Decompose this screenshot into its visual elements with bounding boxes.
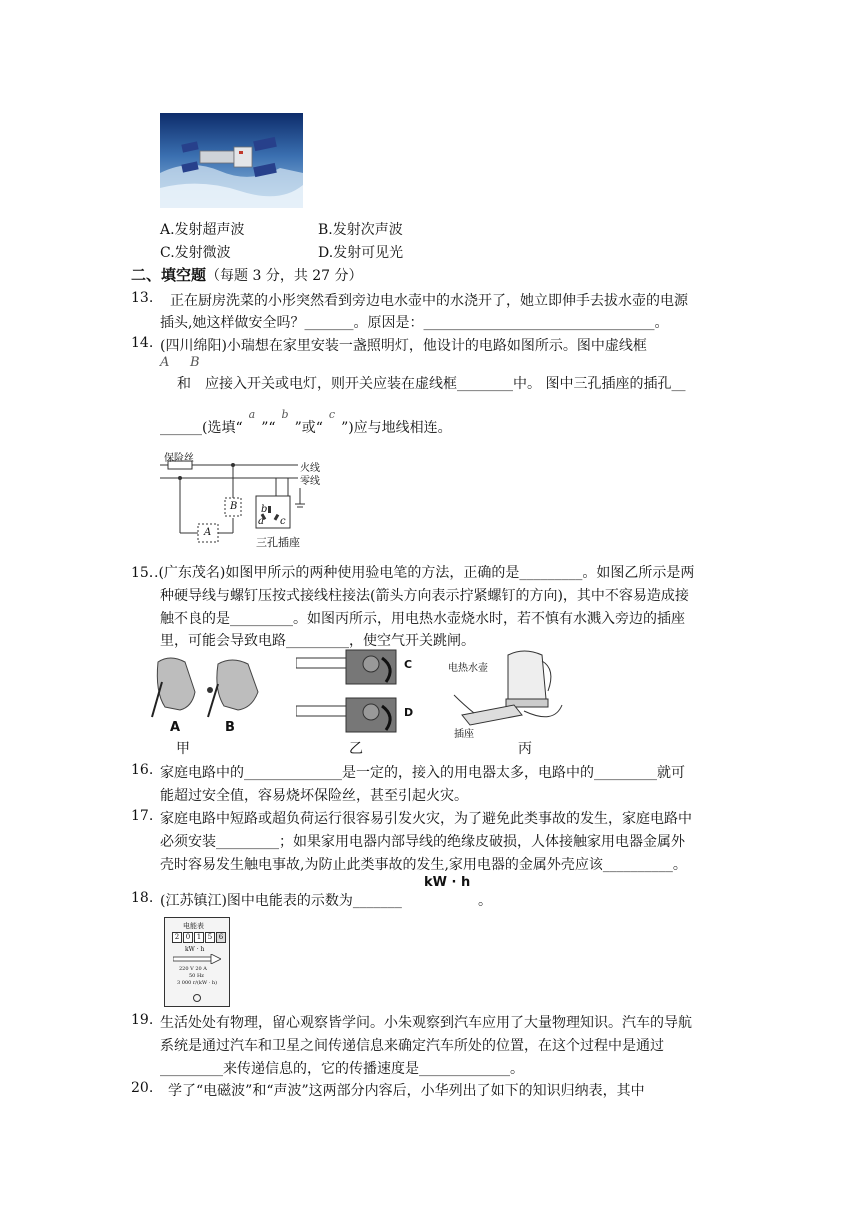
q13-number: 13. <box>131 290 154 306</box>
meter-digits <box>172 932 226 943</box>
q20-line1: 学了“电磁波”和“声波”这两部分内容后，小华列出了如下的知识归纳表，其中 <box>168 1083 645 1099</box>
q14-symbol-c: c <box>328 408 336 421</box>
option-c: C.发射微波 <box>160 245 231 261</box>
neutral-wire-label: 零线 <box>300 476 320 487</box>
hole-a-label: a <box>258 516 264 527</box>
meter-spec1: 220 V 20 A <box>179 966 207 972</box>
q14-line3-part3: ”或“ <box>294 420 323 436</box>
caption-jia: 甲 <box>176 741 190 757</box>
section-title: 二、填空题 <box>131 266 207 284</box>
q13-line1: 正在厨房洗菜的小彤突然看到旁边电水壶中的水浇开了，她立即伸手去拔水壶的电源 <box>170 293 688 309</box>
q15-line1: .(广东茂名)如图甲所示的两种使用验电笔的方法，正确的是_________。如图乙所示是两 <box>154 565 695 581</box>
q14-label-b: B <box>190 355 200 370</box>
meter-arrow <box>173 954 221 964</box>
option-b: B.发射次声波 <box>318 222 403 238</box>
q16-line1: 家庭电路中的______________是一定的，接入的用电器太多，电路中的_________就可 <box>160 765 685 781</box>
q14-circuit-diagram <box>158 448 338 548</box>
q14-line2: 和 应接入开关或电灯，则开关应装在虚线框________中。 图中三孔插座的插孔__ <box>177 376 686 392</box>
q18-end: 。 <box>478 893 492 909</box>
q15-line4: 里，可能会导致电路_________，使空气开关跳闸。 <box>160 633 475 649</box>
q18-unit: kW · h <box>424 875 471 890</box>
q18-number: 18. <box>131 890 154 906</box>
meter-digit: 0 <box>183 932 193 943</box>
q14-line1: (四川绵阳)小瑞想在家里安装一盏照明灯，他设计的电路如图所示。图中虚线框 <box>160 338 647 354</box>
option-d: D.发射可见光 <box>318 245 404 261</box>
q15-number: 15． <box>131 565 163 581</box>
q14-line3-part1: ______(选填“ <box>160 420 243 436</box>
q14-line3-part4: ”)应与地线相连。 <box>341 420 452 436</box>
socket-label: 三孔插座 <box>256 536 300 549</box>
meter-title: 电能表 <box>183 922 204 930</box>
q15-fig-kettle <box>444 645 570 740</box>
section-heading <box>131 264 363 285</box>
meter-digit: 5 <box>205 932 215 943</box>
meter-spec3: 3 000 r/(kW · h) <box>177 980 218 986</box>
pen-b-label: B <box>225 720 235 735</box>
q14-label-a: A <box>160 355 170 370</box>
q17-line3: 壳时容易发生触电事故,为防止此类事故的发生,家用电器的金属外壳应该__________。 <box>160 857 687 873</box>
electricity-meter <box>164 917 230 1007</box>
q19-line2: 系统是通过汽车和卫星之间传递信息来确定汽车所处的位置，在这个过程中是通过 <box>160 1038 664 1054</box>
section-note: （每题 3 分，共 27 分） <box>206 268 363 284</box>
box-a-label: A <box>204 527 212 538</box>
q16-line2: 能超过安全值，容易烧坏保险丝，甚至引起火灾。 <box>160 788 468 804</box>
satellite-photo <box>160 113 303 208</box>
q13-line2: 插头,她这样做安全吗？_______。原因是：_________________________________。 <box>160 315 669 331</box>
q17-number: 17. <box>131 808 154 824</box>
q15-fig-wire-screws <box>296 648 416 740</box>
q14-number: 14. <box>131 335 154 351</box>
screw-c-label: C <box>404 658 413 671</box>
q18-line1: (江苏镇江)图中电能表的示数为_______ <box>160 893 402 909</box>
live-wire-label: 火线 <box>300 463 320 474</box>
meter-screw <box>193 994 201 1002</box>
meter-digit: 2 <box>172 932 182 943</box>
q19-line3: _________来传递信息的，它的传播速度是_____________。 <box>160 1061 524 1077</box>
box-b-label: B <box>230 501 238 512</box>
q19-number: 19. <box>131 1012 154 1028</box>
option-a: A.发射超声波 <box>160 222 245 238</box>
q14-symbol-a: a <box>248 408 256 421</box>
hole-c-label: c <box>280 516 286 527</box>
q17-line2: 必须安装_________；如果家用电器内部导线的绝缘皮破损，人体接触家用电器金属外 <box>160 834 685 850</box>
socket-strip-label: 插座 <box>454 729 474 740</box>
caption-bing: 丙 <box>518 741 532 757</box>
meter-spec2: 50 Hz <box>189 973 204 979</box>
caption-yi: 乙 <box>349 741 363 757</box>
q15-fig-tester-pens <box>140 652 270 737</box>
q14-symbol-b: b <box>281 408 289 421</box>
meter-digit: 1 <box>194 932 204 943</box>
q17-line1: 家庭电路中短路或超负荷运行很容易引发火灾，为了避免此类事故的发生，家庭电路中 <box>160 811 692 827</box>
hole-b-label: b <box>261 504 268 515</box>
q14-line3-part2: ”“ <box>261 420 276 436</box>
screw-d-label: D <box>404 706 414 719</box>
meter-digit: 6 <box>216 932 226 943</box>
q16-number: 16. <box>131 762 154 778</box>
q20-number: 20. <box>131 1080 154 1096</box>
q15-line3: 触不良的是_________。如图丙所示，用电热水壶烧水时，若不慎有水溅入旁边的插座 <box>160 611 685 627</box>
pen-a-label: A <box>170 720 181 735</box>
kettle-label: 电热水壶 <box>448 663 488 674</box>
q19-line1: 生活处处有物理，留心观察皆学问。小朱观察到汽车应用了大量物理知识。汽车的导航 <box>160 1015 692 1031</box>
q14-line3 <box>160 408 452 437</box>
q15-line2: 种硬导线与螺钉压按式接线柱接法(箭头方向表示拧紧螺钉的方向)，其中不容易造成接 <box>160 588 689 604</box>
meter-unit: kW · h <box>185 946 205 953</box>
fuse-label: 保险丝 <box>164 453 194 464</box>
